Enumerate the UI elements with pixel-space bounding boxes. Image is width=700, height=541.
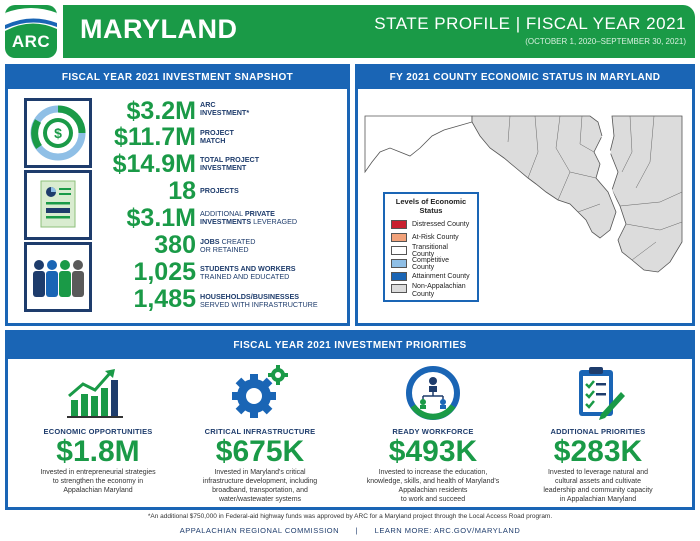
priorities-title: FISCAL YEAR 2021 INVESTMENT PRIORITIES [8, 333, 692, 359]
people-group-icon [27, 245, 89, 309]
priority-amount-economic: $1.8M [56, 435, 140, 468]
legend-item: Non-Appalachian County [391, 283, 471, 301]
priority-title-economic: ECONOMIC OPPORTUNITIES [43, 427, 153, 436]
priority-amount-workforce: $493K [388, 435, 478, 468]
map-legend [383, 192, 479, 302]
jobs-label: JOBS CREATED OR RETAINED [200, 237, 256, 254]
priority-desc-additional: Invested to leverage natural and cultural assets and cultivate leadership and community capacity in Appalachian Maryland [543, 469, 653, 503]
report-document-icon [27, 173, 89, 237]
priority-title-infrastructure: CRITICAL INFRASTRUCTURE [204, 427, 316, 436]
footer [0, 526, 700, 535]
private-investment-value: $3.1M [126, 204, 196, 232]
priority-desc-infrastructure: Invested in Maryland's critical infrastructure development, including broadband, transportation, and water/wastewater systems [202, 469, 318, 503]
legend-item: At-Risk County [391, 231, 471, 244]
workforce-network-icon [405, 364, 461, 422]
projects-value: 18 [168, 177, 196, 205]
total-investment-label: TOTAL PROJECT INVESTMENT [200, 155, 260, 172]
private-investment-label: ADDITIONAL PRIVATE INVESTMENTS LEVERAGED [200, 209, 298, 226]
legend-item: Competitive County [391, 257, 471, 270]
priority-desc-economic: Invested in entrepreneurial strategies to strengthen the economy in Appalachian Maryland [40, 469, 156, 494]
total-investment-value: $14.9M [112, 150, 196, 178]
project-match-value: $11.7M [113, 123, 196, 151]
jobs-value: 380 [154, 231, 196, 259]
priority-amount-additional: $283K [553, 435, 643, 468]
legend-swatch-attainment [391, 272, 407, 281]
legend-swatch-transitional [391, 246, 407, 255]
project-match-label: PROJECT MATCH [200, 128, 234, 145]
priority-amount-infrastructure: $675K [215, 435, 305, 468]
priority-title-additional: ADDITIONAL PRIORITIES [550, 427, 646, 436]
legend-item: Attainment County [391, 270, 471, 283]
clipboard-checklist-icon [571, 362, 627, 422]
gears-icon [230, 364, 290, 420]
footer-separator: | [355, 526, 359, 535]
households-value: 1,485 [133, 285, 196, 313]
arc-investment-value: $3.2M [126, 97, 196, 125]
logo-text: ARC [11, 32, 51, 51]
document-icon-box [24, 170, 92, 240]
arc-investment-label: ARC INVESTMENT* [200, 100, 250, 117]
profile-subtitle: STATE PROFILE | FISCAL YEAR 2021 [374, 14, 686, 33]
priority-desc-workforce: Invested to increase the education, knowledge, skills, and health of Maryland's Appalachian residents to work and succeed [366, 469, 500, 503]
svg-text:$: $ [54, 125, 62, 141]
legend-item: Distressed County [391, 218, 471, 231]
page-title: MARYLAND [80, 14, 238, 44]
county-non-appalachian-west [472, 116, 616, 238]
students-value: 1,025 [133, 258, 196, 286]
projects-label: PROJECTS [200, 186, 239, 195]
legend-swatch-distressed [391, 220, 407, 229]
footnote: *An additional $750,000 in Federal-aid highway funds was approved by ARC for a Maryland project through the Local Access Road program. [147, 513, 553, 520]
arc-logo [5, 5, 57, 58]
people-icon-box [24, 242, 92, 312]
legend-swatch-at-risk [391, 233, 407, 242]
bar-chart-growth-icon [65, 366, 127, 420]
students-label: STUDENTS AND WORKERS TRAINED AND EDUCATED [200, 264, 296, 281]
legend-item: Transitional County [391, 244, 471, 257]
footer-link[interactable]: LEARN MORE: ARC.GOV/MARYLAND [374, 526, 521, 535]
households-label: HOUSEHOLDS/BUSINESSES SERVED WITH INFRASTRUCTURE [200, 292, 318, 309]
legend-title: Levels of Economic Status [395, 197, 467, 215]
county-western-appalachian [365, 116, 472, 172]
legend-swatch-non-appalachian [391, 284, 407, 293]
legend-swatch-competitive [391, 259, 407, 268]
priority-title-workforce: READY WORKFORCE [392, 427, 474, 436]
snapshot-title: FISCAL YEAR 2021 INVESTMENT SNAPSHOT [8, 67, 347, 89]
footer-org: APPALACHIAN REGIONAL COMMISSION [179, 526, 340, 535]
map-title: FY 2021 COUNTY ECONOMIC STATUS IN MARYLAND [358, 67, 692, 89]
fiscal-dates: (OCTOBER 1, 2020–SEPTEMBER 30, 2021) [525, 37, 686, 46]
dollar-coin-icon [27, 101, 89, 165]
money-icon-box [24, 98, 92, 168]
county-eastern-shore [610, 116, 682, 272]
